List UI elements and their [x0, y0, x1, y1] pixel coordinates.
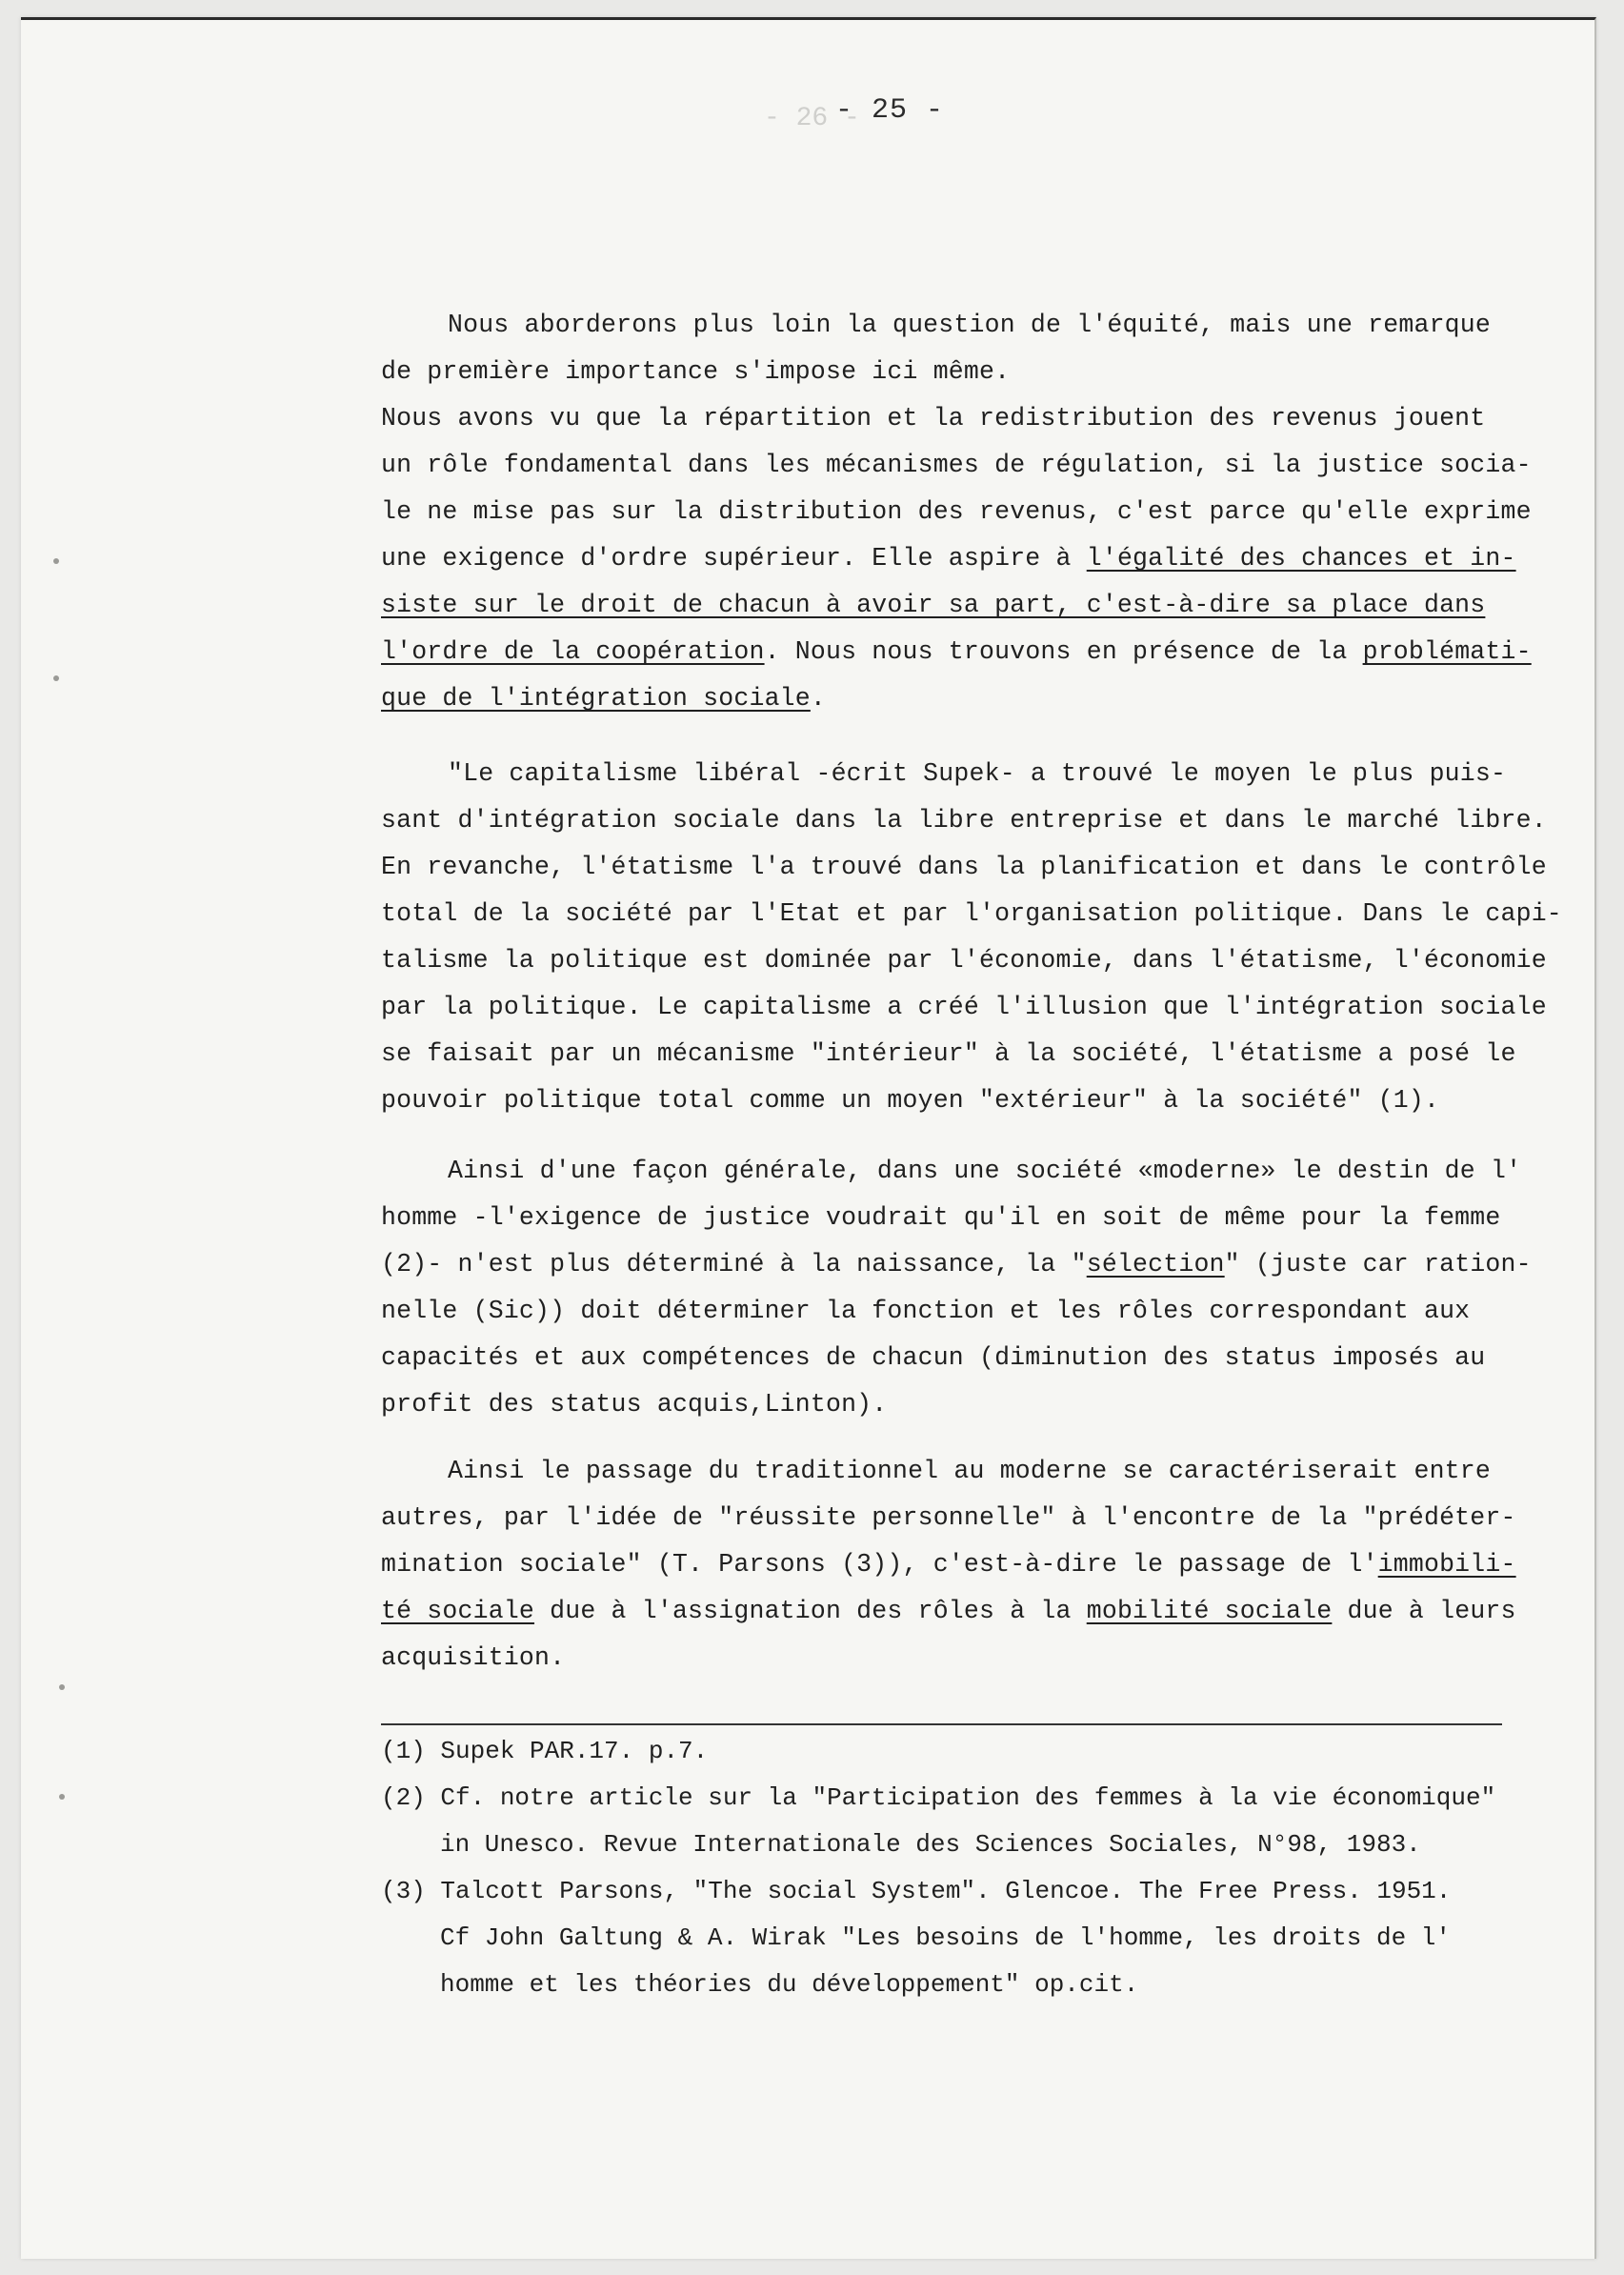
- text-line: [381, 993, 1547, 1021]
- text-line: [381, 451, 1532, 479]
- text-line: [448, 1157, 1521, 1185]
- text-line: [381, 1643, 565, 1672]
- document-page: [21, 17, 1596, 2259]
- text-line: [381, 1597, 1516, 1625]
- text-line: [381, 684, 826, 713]
- text-line: [381, 1250, 1532, 1278]
- text-line: [381, 497, 1532, 526]
- text-segment: un rôle fondamental dans les mécanismes de régulation, si la justice socia-: [381, 451, 1532, 479]
- underlined-text: sélection: [1086, 1250, 1225, 1278]
- footnote-2-cont: in Unesco. Revue Internationale des Sciences Sociales, N°98, 1983.: [440, 1830, 1421, 1859]
- text-segment: acquisition.: [381, 1643, 566, 1672]
- text-line: [381, 1086, 1439, 1115]
- text-line: [381, 1503, 1516, 1532]
- text-segment: nelle (Sic)) doit déterminer la fonction et les rôles correspondant aux: [381, 1297, 1471, 1325]
- text-line: [381, 806, 1547, 835]
- text-line: [381, 1390, 887, 1419]
- text-line: [448, 1457, 1491, 1485]
- footnote-3-cont-2: homme et les théories du développement" op.cit.: [440, 1970, 1139, 1999]
- text-line: [381, 946, 1547, 975]
- text-segment: En revanche, l'étatisme l'a trouvé dans la planification et dans le contrôle: [381, 853, 1547, 881]
- text-line: [381, 1343, 1485, 1372]
- footnote-1: (1) Supek PAR.17. p.7.: [381, 1737, 709, 1765]
- text-segment: .: [810, 684, 826, 713]
- underlined-text: té sociale: [381, 1597, 535, 1625]
- text-line: [381, 404, 1485, 433]
- underlined-text: l'égalité des chances et in-: [1086, 544, 1516, 573]
- text-line: [381, 1039, 1516, 1068]
- text-segment: le ne mise pas sur la distribution des revenus, c'est parce qu'elle exprime: [381, 497, 1532, 526]
- punch-hole-mark: [53, 675, 59, 681]
- footnote-separator: [381, 1723, 1502, 1725]
- punch-hole-mark: [59, 1794, 65, 1800]
- text-segment: Nous avons vu que la répartition et la redistribution des revenus jouent: [381, 404, 1486, 433]
- underlined-text: l'ordre de la coopération: [381, 637, 765, 666]
- underlined-text: immobili-: [1377, 1550, 1516, 1579]
- text-line: [381, 1203, 1501, 1232]
- footnote-3: (3) Talcott Parsons, "The social System". Glencoe. The Free Press. 1951.: [381, 1877, 1452, 1905]
- text-line: [381, 853, 1547, 881]
- footnote-3-cont: Cf John Galtung & A. Wirak "Les besoins de l'homme, les droits de l': [440, 1923, 1451, 1952]
- text-segment: une exigence d'ordre supérieur. Elle aspire à: [381, 544, 1087, 573]
- text-line: [381, 1297, 1470, 1325]
- underlined-text: que de l'intégration sociale: [381, 684, 811, 713]
- text-segment: (2)- n'est plus déterminé à la naissance, la ": [381, 1250, 1087, 1278]
- text-segment: "Le capitalisme libéral -écrit Supek- a trouvé le moyen le plus puis-: [448, 759, 1507, 788]
- text-line: [448, 311, 1491, 339]
- page-number: - 25 -: [835, 94, 945, 127]
- text-line: [381, 1550, 1516, 1579]
- underlined-text: problémati-: [1362, 637, 1532, 666]
- underlined-text: siste sur le droit de chacun à avoir sa part, c'est-à-dire sa place dans: [381, 591, 1486, 619]
- text-segment: se faisait par un mécanisme "intérieur" à la société, l'étatisme a posé le: [381, 1039, 1516, 1068]
- text-segment: capacités et aux compétences de chacun (diminution des status imposés au: [381, 1343, 1486, 1372]
- text-line: [381, 357, 1010, 386]
- text-segment: de première importance s'impose ici même.: [381, 357, 1011, 386]
- text-segment: . Nous nous trouvons en présence de la: [764, 637, 1363, 666]
- show-through-page-number: - 26 -: [764, 104, 860, 133]
- footnote-2: (2) Cf. notre article sur la "Participation des femmes à la vie économique": [381, 1783, 1496, 1812]
- punch-hole-mark: [59, 1684, 65, 1690]
- text-line: [381, 544, 1516, 573]
- text-segment: sant d'intégration sociale dans la libre entreprise et dans le marché libre.: [381, 806, 1547, 835]
- text-segment: mination sociale" (T. Parsons (3)), c'est-à-dire le passage de l': [381, 1550, 1378, 1579]
- text-segment: profit des status acquis,Linton).: [381, 1390, 888, 1419]
- text-segment: due à l'assignation des rôles à la: [534, 1597, 1087, 1625]
- text-line: [448, 759, 1506, 788]
- text-segment: due à leurs: [1332, 1597, 1516, 1625]
- underlined-text: mobilité sociale: [1086, 1597, 1333, 1625]
- text-segment: Ainsi le passage du traditionnel au moderne se caractériserait entre: [448, 1457, 1491, 1485]
- text-segment: par la politique. Le capitalisme a créé l'illusion que l'intégration sociale: [381, 993, 1547, 1021]
- text-segment: homme -l'exigence de justice voudrait qu'il en soit de même pour la femme: [381, 1203, 1501, 1232]
- text-segment: total de la société par l'Etat et par l'organisation politique. Dans le capi-: [381, 899, 1562, 928]
- text-line: [381, 899, 1562, 928]
- punch-hole-mark: [53, 558, 59, 564]
- text-segment: autres, par l'idée de "réussite personnelle" à l'encontre de la "prédéter-: [381, 1503, 1516, 1532]
- text-line: [381, 591, 1485, 619]
- text-segment: Ainsi d'une façon générale, dans une société «moderne» le destin de l': [448, 1157, 1522, 1185]
- text-segment: pouvoir politique total comme un moyen "extérieur" à la société" (1).: [381, 1086, 1440, 1115]
- text-segment: talisme la politique est dominée par l'économie, dans l'étatisme, l'économie: [381, 946, 1547, 975]
- text-segment: Nous aborderons plus loin la question de l'équité, mais une remarque: [448, 311, 1491, 339]
- text-segment: " (juste car ration-: [1224, 1250, 1532, 1278]
- text-line: [381, 637, 1532, 666]
